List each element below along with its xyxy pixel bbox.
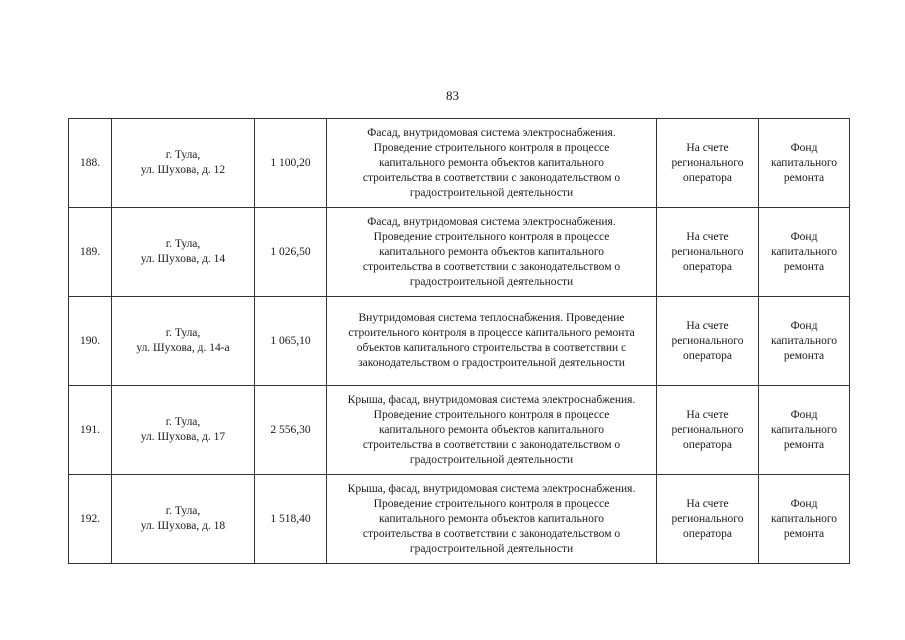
- work-description-cell: [327, 386, 657, 475]
- address-line: ул. Шухова, д. 18: [140, 520, 226, 532]
- work-description-line: Проведение строительного контроля в процессе: [373, 497, 610, 510]
- address-line: г. Тула,: [165, 238, 201, 250]
- work-description-line: капитального ремонта объектов капитального: [378, 245, 604, 258]
- address-line: г. Тула,: [165, 327, 201, 339]
- work-description-line: строительства в соответствии с законодательством о: [362, 438, 621, 451]
- table-row: [69, 119, 850, 208]
- account-cell: [657, 386, 759, 475]
- row-number-cell: [69, 386, 112, 475]
- work-description-line: строительного контроля в процессе капитального ремонта: [348, 327, 635, 339]
- fund-line: ремонта: [783, 349, 825, 362]
- work-description-line: капитального ремонта объектов капитального: [378, 423, 604, 436]
- account-cell: [657, 119, 759, 208]
- account-line: На счете: [686, 408, 729, 421]
- work-description-line: градостроительной деятельности: [409, 186, 574, 199]
- work-description-line: Проведение строительного контроля в процессе: [373, 141, 610, 154]
- work-description-line: строительства в соответствии с законодательством о: [362, 171, 621, 184]
- work-description-line: строительства в соответствии с законодательством о: [362, 260, 621, 273]
- fund-line: капитального: [770, 156, 838, 169]
- account-line: На счете: [686, 141, 729, 154]
- account-line: оператора: [682, 527, 733, 540]
- amount-cell: [255, 475, 327, 564]
- address-line: ул. Шухова, д. 12: [140, 164, 226, 176]
- fund-cell: [759, 475, 850, 564]
- work-description-cell: [327, 475, 657, 564]
- fund-line: Фонд: [790, 497, 818, 510]
- table-row: [69, 297, 850, 386]
- amount-cell: [255, 386, 327, 475]
- account-line: оператора: [682, 260, 733, 273]
- row-number: 190.: [79, 334, 101, 347]
- registry-table: [68, 118, 850, 564]
- address-line: ул. Шухова, д. 17: [140, 431, 226, 443]
- address-cell: [112, 386, 255, 475]
- work-description-line: Крыша, фасад, внутридомовая система электроснабжения.: [347, 393, 636, 406]
- table-row: [69, 208, 850, 297]
- work-description-line: строительства в соответствии с законодательством о: [362, 527, 621, 540]
- fund-line: Фонд: [790, 408, 818, 421]
- row-number-cell: [69, 208, 112, 297]
- amount-cell: [255, 297, 327, 386]
- account-line: регионального: [671, 245, 744, 258]
- address-cell: [112, 475, 255, 564]
- fund-line: ремонта: [783, 438, 825, 451]
- address-line: г. Тула,: [165, 505, 201, 517]
- amount-value: 1 065,10: [270, 334, 311, 347]
- account-line: На счете: [686, 319, 729, 332]
- work-description-line: капитального ремонта объектов капитального: [378, 156, 604, 169]
- fund-line: ремонта: [783, 527, 825, 540]
- account-line: регионального: [671, 512, 744, 525]
- account-line: оператора: [682, 349, 733, 362]
- work-description-line: градостроительной деятельности: [409, 542, 574, 555]
- work-description-line: законодательством о градостроительной деятельности: [358, 357, 625, 369]
- account-cell: [657, 475, 759, 564]
- work-description-line: капитального ремонта объектов капитального: [378, 512, 604, 525]
- work-description-line: Проведение строительного контроля в процессе: [373, 408, 610, 421]
- row-number: 189.: [79, 245, 101, 258]
- amount-value: 1 026,50: [270, 245, 311, 258]
- account-line: регионального: [671, 156, 744, 169]
- account-line: оператора: [682, 171, 733, 184]
- amount-value: 2 556,30: [270, 423, 311, 436]
- account-line: регионального: [671, 423, 744, 436]
- address-line: ул. Шухова, д. 14-а: [136, 342, 230, 354]
- page-number: 83: [446, 88, 459, 103]
- row-number: 192.: [79, 512, 101, 525]
- fund-line: капитального: [770, 512, 838, 525]
- address-cell: [112, 297, 255, 386]
- row-number-cell: [69, 475, 112, 564]
- fund-line: Фонд: [790, 319, 818, 332]
- fund-line: ремонта: [783, 260, 825, 273]
- fund-cell: [759, 297, 850, 386]
- work-description-line: Фасад, внутридомовая система электроснабжения.: [367, 215, 616, 228]
- work-description-line: градостроительной деятельности: [409, 453, 574, 466]
- row-number-cell: [69, 119, 112, 208]
- work-description-cell: [327, 119, 657, 208]
- fund-line: капитального: [770, 334, 838, 347]
- address-line: ул. Шухова, д. 14: [140, 253, 226, 265]
- account-line: На счете: [686, 230, 729, 243]
- table-body: [69, 119, 850, 564]
- account-line: На счете: [686, 497, 729, 510]
- fund-line: Фонд: [790, 230, 818, 243]
- amount-cell: [255, 119, 327, 208]
- work-description-cell: [327, 297, 657, 386]
- work-description-line: Проведение строительного контроля в процессе: [373, 230, 610, 243]
- account-line: оператора: [682, 438, 733, 451]
- amount-value: 1 100,20: [270, 156, 311, 169]
- table-row: [69, 475, 850, 564]
- work-description-line: градостроительной деятельности: [409, 275, 574, 288]
- row-number-cell: [69, 297, 112, 386]
- address-line: г. Тула,: [165, 416, 201, 428]
- fund-line: капитального: [770, 423, 838, 436]
- work-description-cell: [327, 208, 657, 297]
- address-cell: [112, 119, 255, 208]
- amount-value: 1 518,40: [270, 512, 311, 525]
- fund-cell: [759, 386, 850, 475]
- work-description-line: Крыша, фасад, внутридомовая система электроснабжения.: [347, 482, 636, 495]
- row-number: 191.: [79, 423, 101, 436]
- fund-line: Фонд: [790, 141, 818, 154]
- account-cell: [657, 297, 759, 386]
- account-cell: [657, 208, 759, 297]
- work-description-line: Фасад, внутридомовая система электроснабжения.: [367, 126, 616, 139]
- fund-cell: [759, 119, 850, 208]
- row-number: 188.: [79, 156, 101, 169]
- fund-line: капитального: [770, 245, 838, 258]
- account-line: регионального: [671, 334, 744, 347]
- amount-cell: [255, 208, 327, 297]
- work-description-line: Внутридомовая система теплоснабжения. Проведение: [358, 312, 625, 324]
- address-cell: [112, 208, 255, 297]
- table-row: [69, 386, 850, 475]
- work-description-line: объектов капитального строительства в соответствии с: [356, 342, 627, 354]
- address-line: г. Тула,: [165, 149, 201, 161]
- fund-line: ремонта: [783, 171, 825, 184]
- fund-cell: [759, 208, 850, 297]
